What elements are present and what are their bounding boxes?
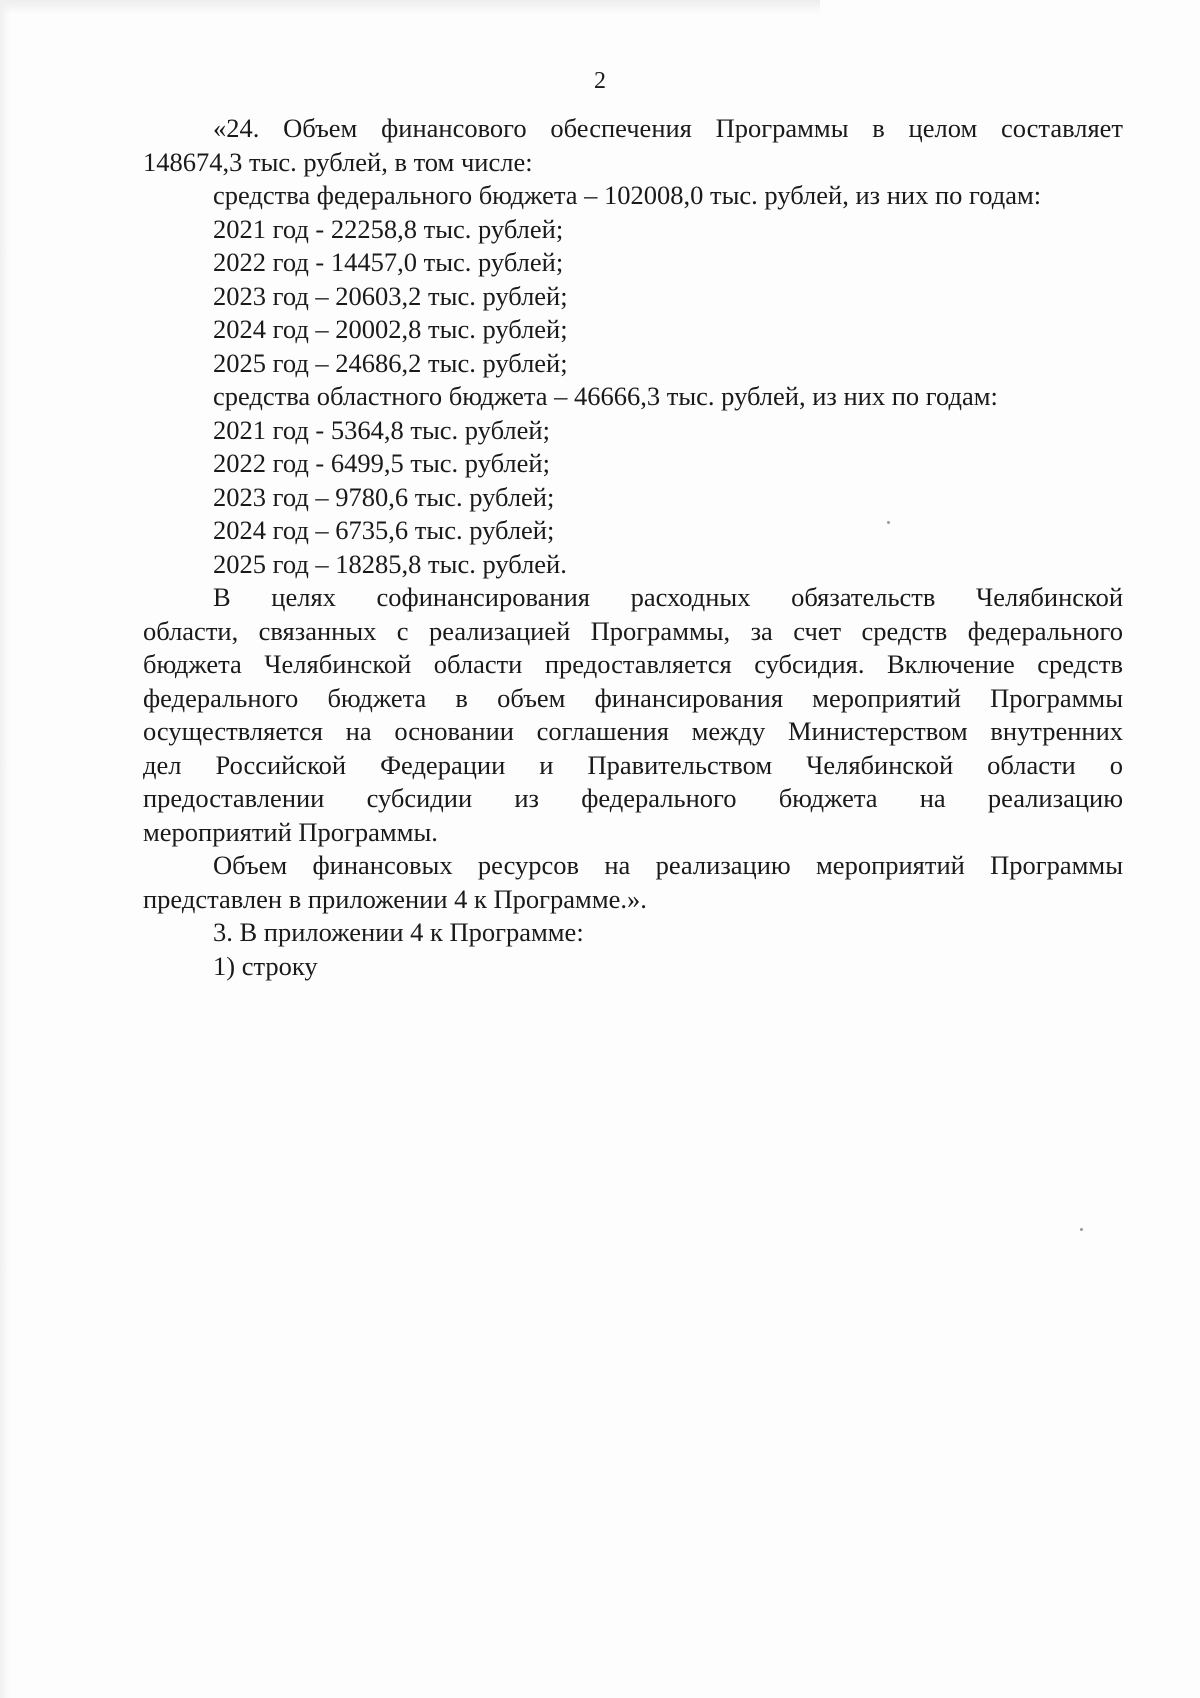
scan-speck: [887, 521, 890, 524]
section-item-3-1: 1) строку: [213, 950, 318, 981]
paragraph-line: 148674,3 тыс. рублей, в том числе:: [143, 146, 533, 177]
regional-year-line: 2021 год - 5364,8 тыс. рублей;: [213, 414, 550, 445]
scan-edge-left: [0, 0, 10, 1698]
cofinancing-paragraph-line: В целях софинансирования расходных обязательств Челябинской: [213, 582, 1123, 612]
federal-year-line: 2024 год – 20002,8 тыс. рублей;: [213, 314, 568, 344]
document-body: [143, 112, 1123, 983]
cofinancing-paragraph-line: области, связанных с реализацией Программы, за счет средств федерального: [143, 615, 1123, 646]
cofinancing-paragraph-line: дел Российской Федерации и Правительством Челябинской области о: [143, 749, 1123, 780]
resources-paragraph-line: представлен в приложении 4 к Программе.».: [143, 883, 647, 914]
cofinancing-paragraph-line: бюджета Челябинской области предоставляется субсидия. Включение средств: [143, 649, 1123, 679]
regional-year-line: 2024 год – 6735,6 тыс. рублей;: [213, 515, 555, 545]
federal-year-line: 2022 год - 14457,0 тыс. рублей;: [213, 247, 564, 277]
page-number: 2: [594, 68, 606, 94]
paragraph-line: «24. Объем финансового обеспечения Программы в целом составляет: [213, 113, 1123, 143]
regional-year-line: 2023 год – 9780,6 тыс. рублей;: [213, 481, 555, 512]
cofinancing-paragraph-line: федерального бюджета в объем финансирования мероприятий Программы: [143, 682, 1123, 713]
cofinancing-paragraph-line: осуществляется на основании соглашения между Министерством внутренних: [143, 716, 1123, 746]
scan-edge-top: [0, 0, 820, 14]
federal-budget-heading: средства федерального бюджета – 102008,0 тыс. рублей, из них по годам:: [213, 180, 1042, 210]
federal-year-line: 2023 год – 20603,2 тыс. рублей;: [213, 280, 568, 311]
regional-year-line: 2022 год - 6499,5 тыс. рублей;: [213, 448, 550, 478]
scan-speck: [1080, 1228, 1083, 1231]
resources-paragraph-line: Объем финансовых ресурсов на реализацию мероприятий Программы: [213, 850, 1123, 880]
cofinancing-paragraph-line: предоставлении субсидии из федерального бюджета на реализацию: [143, 783, 1123, 813]
section-item-3: 3. В приложении 4 к Программе:: [213, 917, 584, 947]
regional-year-line: 2025 год – 18285,8 тыс. рублей.: [213, 548, 567, 579]
federal-year-line: 2021 год - 22258,8 тыс. рублей;: [213, 213, 564, 244]
federal-year-line: 2025 год – 24686,2 тыс. рублей;: [213, 347, 568, 378]
cofinancing-paragraph-line: мероприятий Программы.: [143, 816, 438, 847]
regional-budget-heading: средства областного бюджета – 46666,3 тыс. рублей, из них по годам:: [213, 381, 998, 411]
